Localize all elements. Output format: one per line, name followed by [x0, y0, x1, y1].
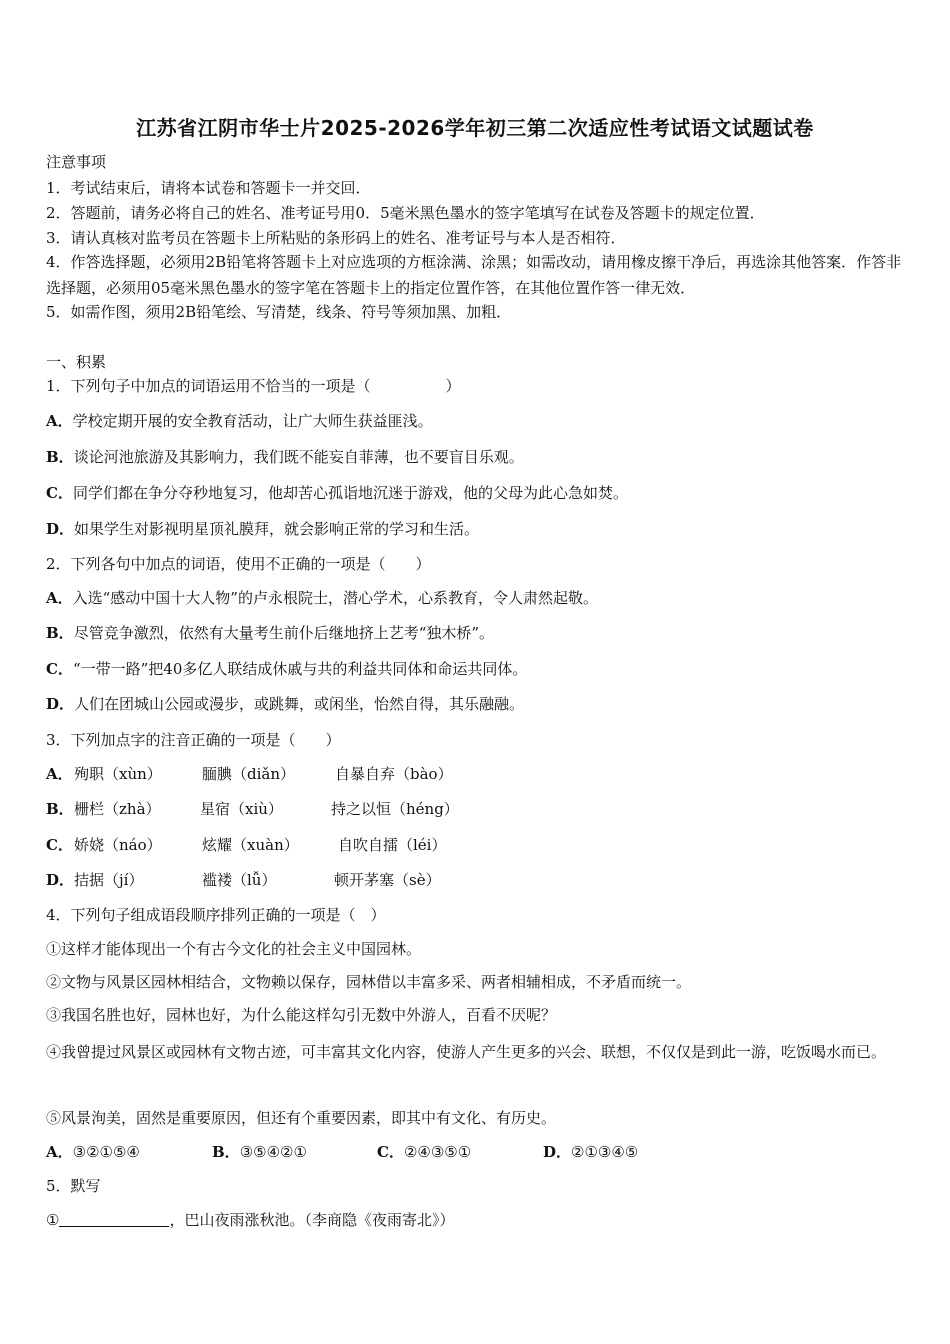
question-3-option-c-letter: C． [46, 836, 73, 854]
question-4-sentence: ⑤风景洵美，固然是重要原因，但还有个重要因素，即其中有文化、有历史。 [46, 1109, 557, 1127]
notice-heading: 注意事项 [46, 153, 107, 171]
question-3-option-b-item: 持之以恒（héng） [331, 800, 459, 818]
exam-title: 江苏省江阴市华士片2025-2026学年初三第二次适应性考试语文试题试卷 [136, 116, 814, 140]
question-3-option-a-item: 腼腆（diǎn） [202, 765, 296, 783]
question-3-option-c-item: 自吹自擂（léi） [338, 836, 447, 854]
question-2-option-a: A．入选“感动中国十大人物”的卢永根院士，潜心学术，心系教育，令人肃然起敬。 [46, 589, 598, 607]
question-3-option-d-item: 拮据（jí） [74, 871, 144, 889]
question-5-stem: 5．默写 [46, 1177, 101, 1195]
notice-item: 3．请认真核对监考员在答题卡上所粘贴的条形码上的姓名、准考证号与本人是否相符． [46, 229, 626, 247]
notice-item: 5．如需作图，须用2B铅笔绘、写清楚，线条、符号等须加黑、加粗． [46, 303, 512, 321]
question-3-option-a-item: 自暴自弃（bào） [335, 765, 453, 783]
question-4-sentence: ④我曾提过风景区或园林有文物古迹，可丰富其文化内容，使游人产生更多的兴会、联想，不仅仅是到此一游，吃饭喝水而已。 [46, 1043, 887, 1061]
question-1-stem: 1．下列句子中加点的词语运用不恰当的一项是（ ） [46, 377, 461, 395]
question-1-option-a: A．学校定期开展的安全教育活动，让广大师生获益匪浅。 [46, 412, 433, 430]
question-3-option-a-letter: A． [46, 765, 73, 783]
question-3-option-d-item: 褴褛（lǚ） [202, 871, 277, 889]
question-5-line-1: ① ，巴山夜雨涨秋池。（李商隐《夜雨寄北》） [46, 1211, 455, 1229]
question-3-option-d-letter: D． [46, 871, 75, 889]
question-1-option-c: C．同学们都在争分夺秒地复习，他却苦心孤诣地沉迷于游戏，他的父母为此心急如焚。 [46, 484, 628, 502]
notice-item: 2．答题前，请务必将自己的姓名、准考证号用0．5毫米黑色墨水的签字笔填写在试卷及答题卡的规定位置． [46, 204, 765, 222]
question-4-sentence: ①这样才能体现出一个有古今文化的社会主义中国园林。 [46, 940, 422, 958]
question-3-option-a-item: 殉职（xùn） [74, 765, 162, 783]
section-heading: 一、积累 [46, 353, 107, 371]
notice-item: 4．作答选择题，必须用2B铅笔将答题卡上对应选项的方框涂满、涂黑；如需改动，请用橡皮擦干净后，再选涂其他答案．作答非选择题，必须用05毫米黑色墨水的签字笔在答题卡上的指定位置作答，在其他位置作答一律无效． [46, 253, 902, 297]
question-4-option-a: A．③②①⑤④ [46, 1143, 140, 1161]
question-2-option-d: D．人们在团城山公园或漫步，或跳舞，或闲坐，怡然自得，其乐融融。 [46, 695, 525, 713]
question-4-sentence: ②文物与风景区园林相结合，文物赖以保存，园林借以丰富多采、两者相辅相成，不矛盾而统一。 [46, 973, 692, 991]
question-4-stem: 4．下列句子组成语段顺序排列正确的一项是（ ） [46, 906, 386, 924]
question-3-option-c-item: 娇娆（náo） [74, 836, 162, 854]
question-3-option-b-letter: B． [46, 800, 74, 818]
question-1-option-b: B．谈论河池旅游及其影响力，我们既不能妄自菲薄，也不要盲目乐观。 [46, 448, 524, 466]
question-4-sentence: ③我国名胜也好，园林也好，为什么能这样勾引无数中外游人，百看不厌呢？ [46, 1006, 557, 1024]
question-3-option-c-item: 炫耀（xuàn） [202, 836, 299, 854]
question-4-option-c: C．②④③⑤① [377, 1143, 472, 1161]
question-1-option-d: D．如果学生对影视明星顶礼膜拜，就会影响正常的学习和生活。 [46, 520, 480, 538]
question-4-option-b: B．③⑤④②① [212, 1143, 307, 1161]
question-3-option-d-item: 顿开茅塞（sè） [334, 871, 441, 889]
question-3-option-b-item: 栅栏（zhà） [74, 800, 161, 818]
question-2-option-b: B．尽管竞争激烈，依然有大量考生前仆后继地挤上艺考“独木桥”。 [46, 624, 495, 642]
answer-blank[interactable] [59, 1210, 169, 1227]
notice-item: 1．考试结束后，请将本试卷和答题卡一并交回． [46, 179, 371, 197]
question-3-stem: 3．下列加点字的注音正确的一项是（ ） [46, 731, 341, 749]
question-2-option-c: C．“一带一路”把40多亿人联结成休戚与共的利益共同体和命运共同体。 [46, 660, 528, 678]
question-4-option-d: D．②①③④⑤ [543, 1143, 639, 1161]
question-3-option-b-item: 星宿（xiù） [200, 800, 283, 818]
question-2-stem: 2．下列各句中加点的词语，使用不正确的一项是（ ） [46, 555, 431, 573]
